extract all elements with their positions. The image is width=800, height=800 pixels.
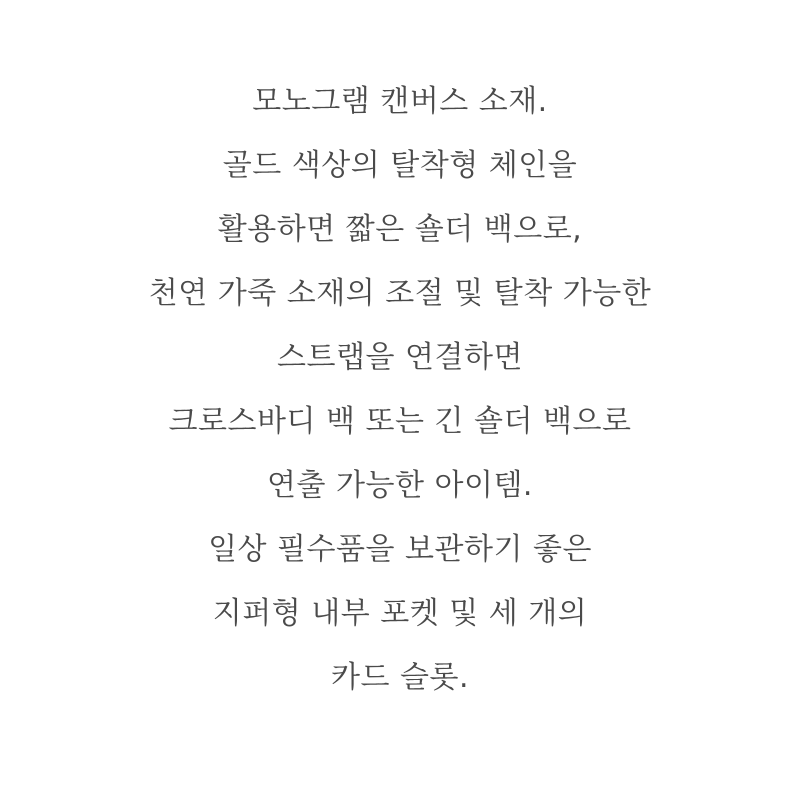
description-line: 일상 필수품을 보관하기 좋은 xyxy=(208,532,592,567)
description-line: 천연 가죽 소재의 조절 및 탈착 가능한 xyxy=(148,276,652,311)
description-line: 크로스바디 백 또는 긴 숄더 백으로 xyxy=(168,404,632,439)
description-line: 모노그램 캔버스 소재. xyxy=(252,84,548,119)
description-line: 활용하면 짧은 숄더 백으로, xyxy=(217,212,583,247)
description-line: 연출 가능한 아이템. xyxy=(267,468,533,503)
description-line: 지퍼형 내부 포켓 및 세 개의 xyxy=(212,596,588,631)
description-line: 카드 슬롯. xyxy=(331,660,469,695)
description-line: 골드 색상의 탈착형 체인을 xyxy=(222,148,578,183)
description-line: 스트랩을 연결하면 xyxy=(277,340,523,375)
